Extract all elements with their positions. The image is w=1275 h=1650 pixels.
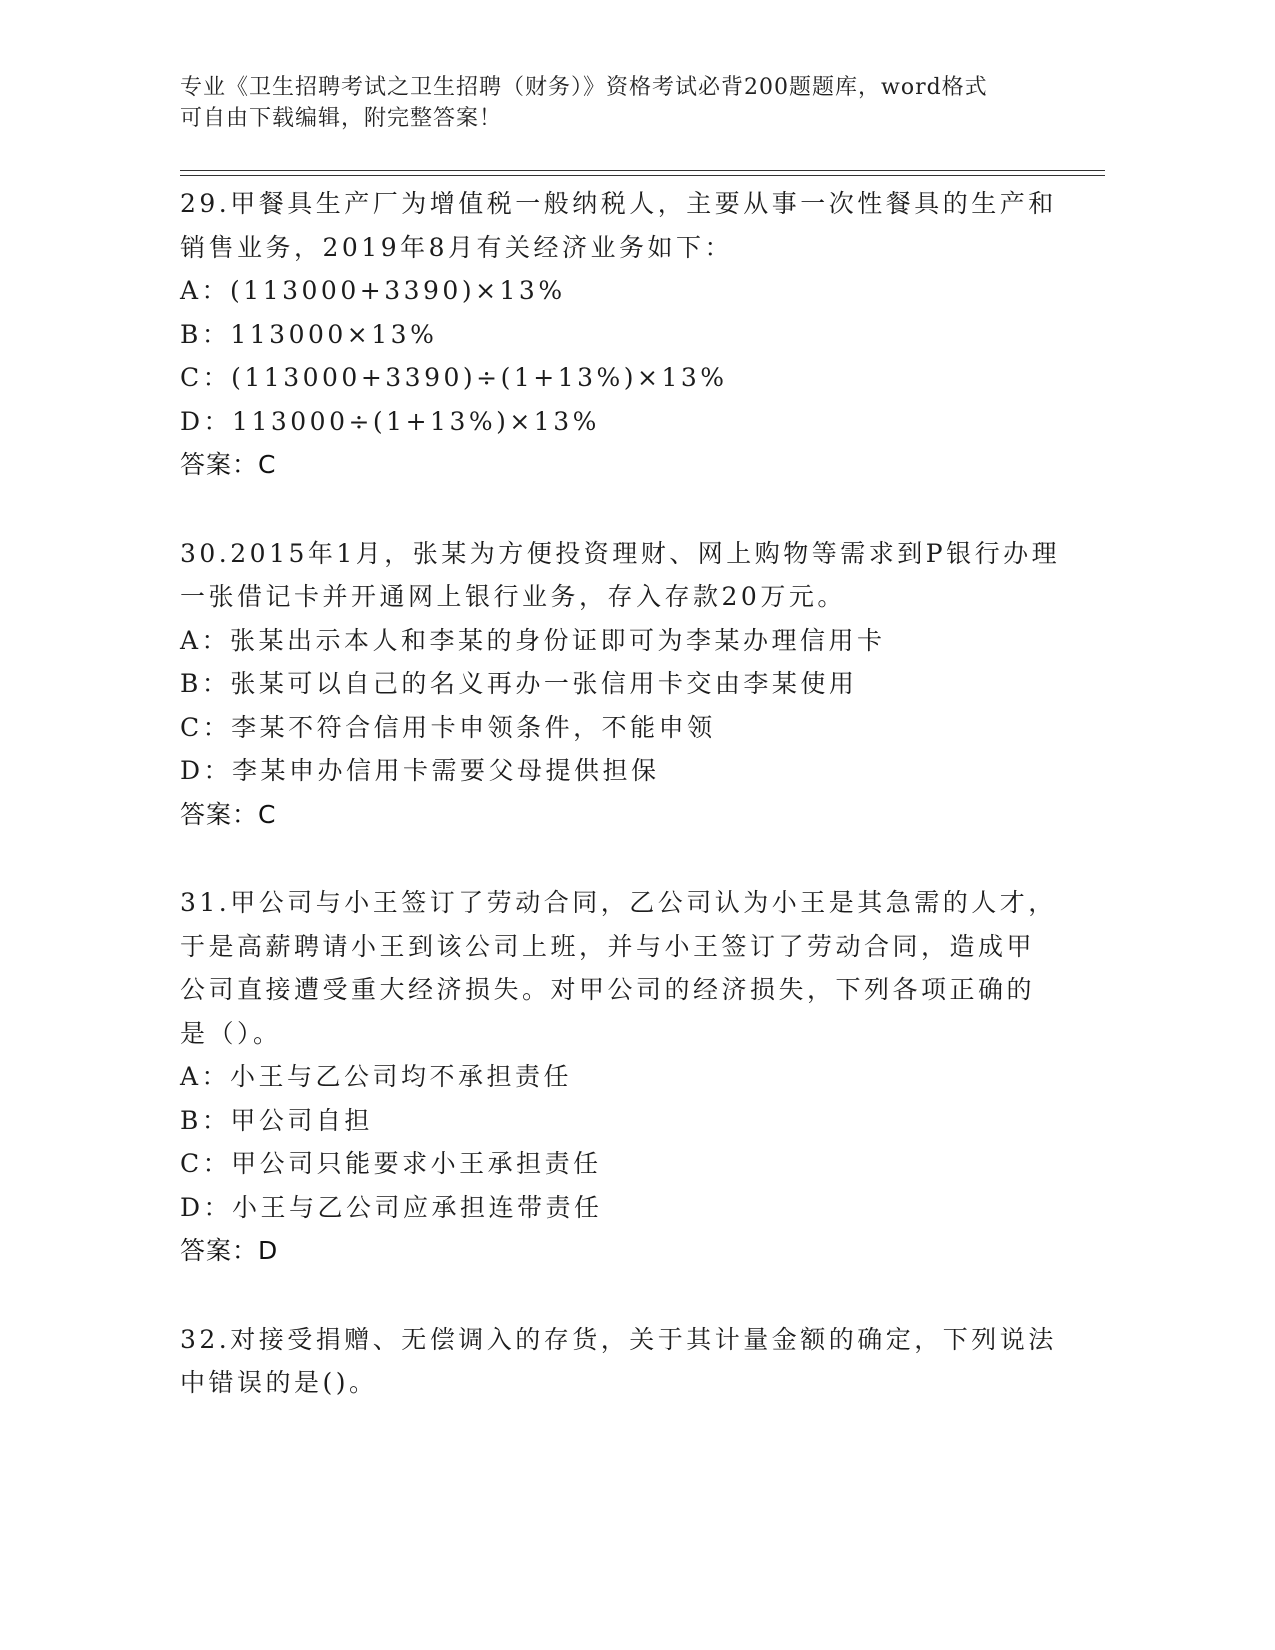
option-b: B：113000×13% — [180, 319, 438, 349]
option-d: D：李某申办信用卡需要父母提供担保 — [180, 756, 660, 785]
question-stem-line: 32.对接受捐赠、无偿调入的存货，关于其计量金额的确定，下列说法 — [180, 1324, 1057, 1354]
option-a: A：小王与乙公司均不承担责任 — [180, 1062, 573, 1091]
option-a: A：张某出示本人和李某的身份证即可为李某办理信用卡 — [180, 625, 886, 655]
option-c: C：甲公司只能要求小王承担责任 — [180, 1149, 602, 1178]
answer-line: 答案：D — [180, 1236, 279, 1265]
question-32 — [180, 1318, 1080, 1405]
question-stem-line: 31.甲公司与小王签订了劳动合同，乙公司认为小王是其急需的人才， — [180, 888, 1057, 917]
question-stem-line: 销售业务，2019年8月有关经济业务如下： — [180, 232, 734, 262]
option-a: A：(113000+3390)×13% — [180, 276, 566, 305]
question-list — [180, 182, 1080, 1450]
question-stem-line: 公司直接遭受重大经济损失。对甲公司的经济损失，下列各项正确的 — [180, 975, 1036, 1004]
header-line-1: 专业《卫生招聘考试之卫生招聘（财务）》资格考试必背200题题库，word格式 — [180, 75, 988, 100]
question-stem-line: 一张借记卡并开通网上银行业务，存入存款20万元。 — [180, 582, 846, 611]
header-divider-bottom — [180, 175, 1105, 176]
option-d: D：小王与乙公司应承担连带责任 — [180, 1192, 603, 1222]
question-29 — [180, 182, 1080, 487]
question-stem-line: 中错误的是()。 — [180, 1368, 378, 1397]
document-header — [180, 72, 1040, 134]
question-stem-line: 于是高薪聘请小王到该公司上班，并与小王签订了劳动合同，造成甲 — [180, 931, 1036, 961]
option-c: C：李某不符合信用卡申领条件，不能申领 — [180, 712, 716, 742]
option-b: B：张某可以自己的名义再办一张信用卡交由李某使用 — [180, 669, 858, 698]
header-divider-top — [180, 170, 1105, 171]
option-b: B：甲公司自担 — [180, 1105, 373, 1135]
question-stem-line: 29.甲餐具生产厂为增值税一般纳税人，主要从事一次性餐具的生产和 — [180, 189, 1057, 218]
option-c: C：(113000+3390)÷(1+13%)×13% — [180, 363, 728, 392]
answer-line: 答案：C — [180, 450, 277, 479]
question-31 — [180, 881, 1080, 1273]
option-d: D：113000÷(1+13%)×13% — [180, 406, 600, 436]
question-30 — [180, 532, 1080, 837]
question-stem-line: 是（）。 — [180, 1018, 282, 1048]
header-line-2: 可自由下载编辑，附完整答案！ — [180, 106, 503, 131]
question-stem-line: 30.2015年1月，张某为方便投资理财、网上购物等需求到P银行办理 — [180, 538, 1061, 568]
answer-line: 答案：C — [180, 799, 277, 829]
